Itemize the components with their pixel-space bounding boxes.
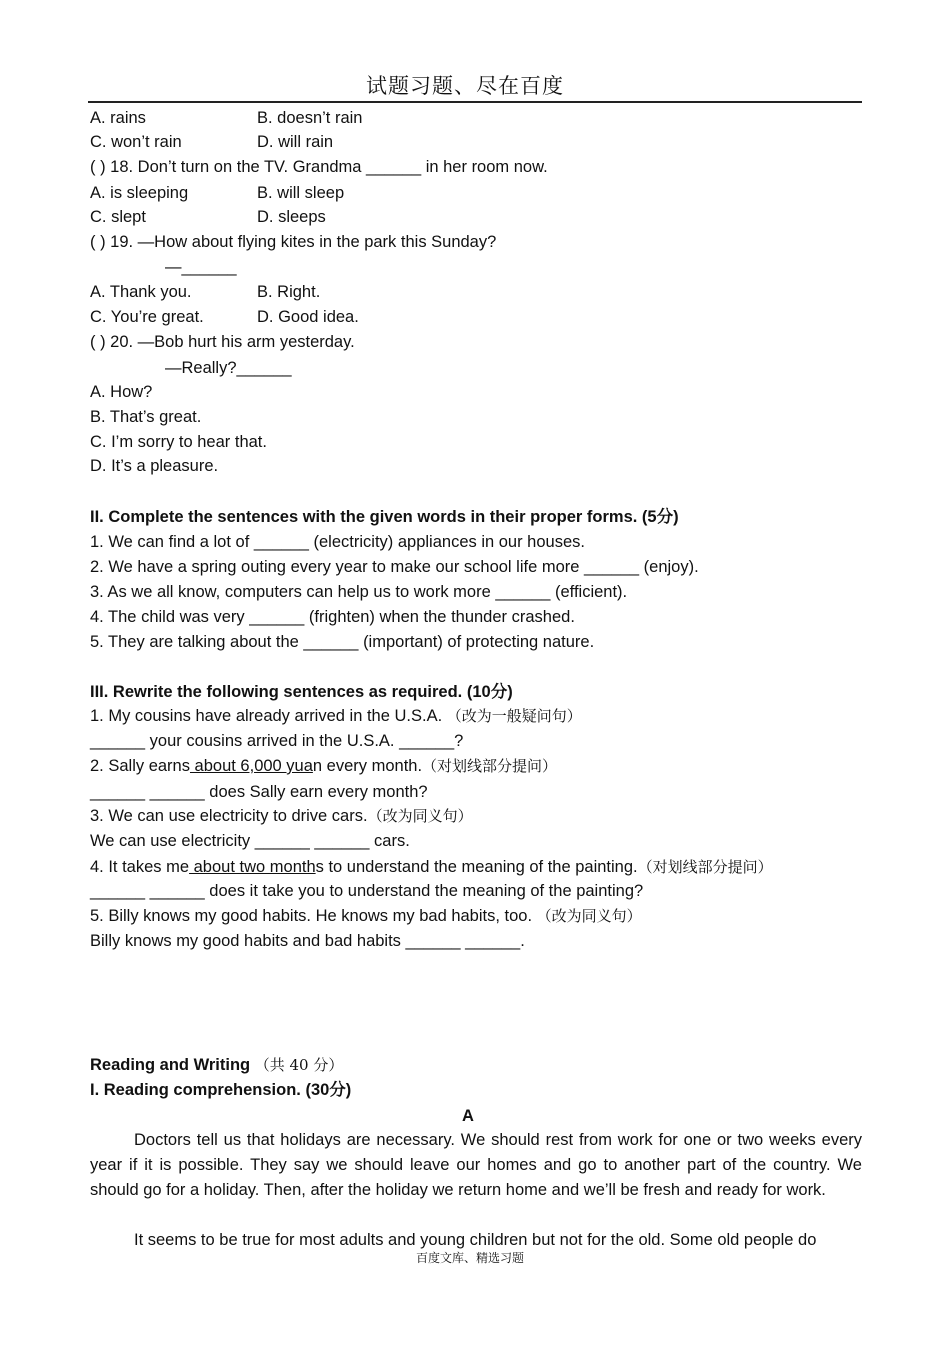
section3-q3 (90, 806, 473, 826)
section3-q3-note: （改为同义句） (367, 807, 473, 825)
passage-paragraph-1: Doctors tell us that holidays are necessary. We should rest from work for one or two weeks every year if it is possible. They say we should leave our homes and go to another part of the country. We should go for a holiday. Then, after the holiday we return home and we’ll be fresh and ready for work. (90, 1131, 862, 1199)
q19-option-c: C. You’re great. (90, 308, 204, 326)
section2-item-5: 5. They are talking about the ______ (important) of protecting nature. (90, 633, 595, 651)
q17-option-a: A. rains (90, 109, 146, 127)
section3-q4-pre: 4. It takes me (90, 858, 190, 876)
q18-option-a: A. is sleeping (90, 184, 189, 202)
section3-q2-pre: 2. Sally earns (90, 757, 190, 775)
passage-paragraph-2: It seems to be true for most adults and young children but not for the old. Some old people do (134, 1231, 817, 1249)
section3-heading: III. Rewrite the following sentences as required. (10分) (90, 683, 513, 701)
section3-q2-post: n every month. (312, 757, 423, 775)
q19-option-d: D. Good idea. (257, 308, 359, 326)
section2-item-3: 3. As we all know, computers can help us to work more ______ (efficient). (90, 583, 628, 601)
q20-stem: ( ) 20. —Bob hurt his arm yesterday. (90, 333, 355, 351)
q18-option-d: D. sleeps (257, 208, 326, 226)
section3-q2-underlined: about 6,000 yua (189, 757, 313, 775)
section2-item-1: 1. We can find a lot of ______ (electricity) appliances in our houses. (90, 533, 585, 551)
section3-q4-underlined: about two month (189, 858, 316, 876)
section2-item-2: 2. We have a spring outing every year to make our school life more ______ (enjoy). (90, 558, 699, 576)
q18-stem: ( ) 18. Don’t turn on the TV. Grandma ______ in her room now. (90, 158, 548, 176)
section3-q2-note: （对划线部分提问） (422, 757, 558, 775)
section3-q1-text: 1. My cousins have already arrived in the U.S.A. (90, 707, 443, 725)
section3-q5 (90, 906, 642, 926)
q17-option-b: B. doesn’t rain (257, 109, 363, 127)
reading-section1-heading: I. Reading comprehension. (30分) (90, 1081, 352, 1099)
q20-option-b: B. That’s great. (90, 408, 202, 426)
section3-q5-note: （改为同义句） (536, 907, 642, 925)
header-divider (88, 101, 862, 103)
section3-q3-text: 3. We can use electricity to drive cars. (90, 807, 368, 825)
section3-q3-answer: We can use electricity ______ ______ cars. (90, 832, 410, 850)
section3-q2-answer: ______ ______ does Sally earn every month? (90, 783, 428, 801)
passage-label: A (462, 1107, 474, 1125)
q17-option-c: C. won’t rain (90, 133, 182, 151)
page-footer: 百度文库、精选习题 (415, 1251, 524, 1265)
section3-q1-answer: ______ your cousins arrived in the U.S.A. ______? (90, 732, 464, 750)
q19-reply: —______ (165, 258, 237, 276)
q20-option-d: D. It’s a pleasure. (90, 457, 219, 475)
q20-reply: —Really?______ (165, 359, 292, 377)
section3-q2 (90, 756, 557, 776)
section2-heading: II. Complete the sentences with the given words in their proper forms. (5分) (90, 508, 679, 526)
section3-q5-answer: Billy knows my good habits and bad habits ______ ______. (90, 932, 525, 950)
reading-title: Reading and Writing (90, 1056, 251, 1074)
section2-item-4: 4. The child was very ______ (frighten) when the thunder crashed. (90, 608, 575, 626)
q20-option-a: A. How? (90, 383, 153, 401)
q19-option-a: A. Thank you. (90, 283, 192, 301)
section3-q4-answer: ______ ______ does it take you to understand the meaning of the painting? (90, 882, 644, 900)
section3-q4-note: （对划线部分提问） (637, 858, 773, 876)
reading-title-line (90, 1055, 343, 1075)
section3-q4 (90, 857, 773, 877)
page-header-title: 试题习题、尽在百度 (366, 74, 564, 98)
q19-stem: ( ) 19. —How about flying kites in the park this Sunday? (90, 233, 497, 251)
section3-q1-note: （改为一般疑问句） (446, 707, 582, 725)
section3-q1 (90, 706, 582, 726)
section3-q5-text: 5. Billy knows my good habits. He knows my bad habits, too. (90, 907, 533, 925)
q17-option-d: D. will rain (257, 133, 334, 151)
q18-option-b: B. will sleep (257, 184, 345, 202)
section3-q4-post: s to understand the meaning of the painting. (315, 858, 638, 876)
q19-option-b: B. Right. (257, 283, 321, 301)
q20-option-c: C. I’m sorry to hear that. (90, 433, 267, 451)
q18-option-c: C. slept (90, 208, 146, 226)
reading-title-note: （共 40 分） (254, 1056, 344, 1074)
